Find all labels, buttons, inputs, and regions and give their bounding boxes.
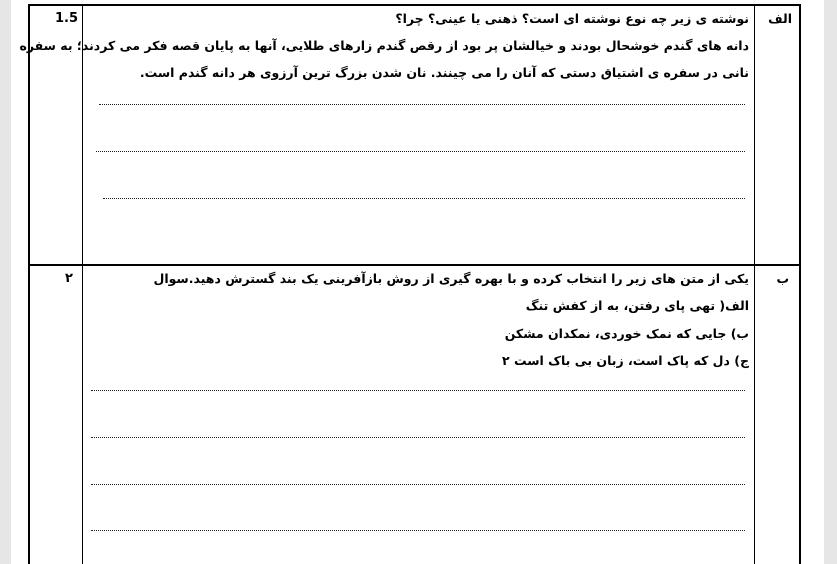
table-top-border: [29, 4, 801, 6]
question-text-line: نانی در سفره ی اشتیاق دستی که آنان را می چینند. نان شدن بزرگ ترین آرزوی هر دانه گندم است.: [139, 65, 749, 80]
option-jim: ج) دل که پاک است، زبان بی باک است ۲: [502, 353, 749, 368]
option-be: ب) جایی که نمک خوردی، نمکدان مشکن: [504, 326, 749, 341]
question-prompt: نوشته ی زیر چه نوع نوشته ای است؟ ذهنی یا عینی؟ چرا؟: [395, 11, 749, 26]
question-prompt: یکی از متن های زیر را انتخاب کرده و با بهره گیری از روش بازآفرینی یک بند گسترش دهید.سوال: [153, 271, 749, 286]
question-score: ۲: [65, 271, 73, 286]
row-divider: [29, 264, 801, 266]
answer-line[interactable]: [96, 151, 745, 152]
answer-line[interactable]: [91, 437, 745, 438]
table-right-border: [799, 4, 801, 564]
answer-line[interactable]: [91, 484, 745, 485]
question-text-line: دانه های گندم خوشحال بودند و خیالشان پر بود از رقص گندم زارهای طلایی، آنها به پایان قصه فکر می کردند؛ به سفره: [19, 38, 749, 53]
answer-line[interactable]: [91, 390, 745, 391]
question-label: الف: [768, 11, 792, 26]
answer-line[interactable]: [91, 530, 745, 531]
answer-line[interactable]: [103, 198, 745, 199]
score-column-divider: [82, 4, 83, 564]
table-left-border: [28, 4, 30, 564]
option-alef: الف( تهی پای رفتن، به از کفش تنگ: [525, 298, 749, 313]
answer-line[interactable]: [99, 104, 745, 105]
label-column-divider: [754, 4, 755, 564]
exam-sheet: [11, 0, 824, 564]
question-score: 1.5: [55, 11, 79, 26]
question-label: ب: [776, 271, 789, 286]
